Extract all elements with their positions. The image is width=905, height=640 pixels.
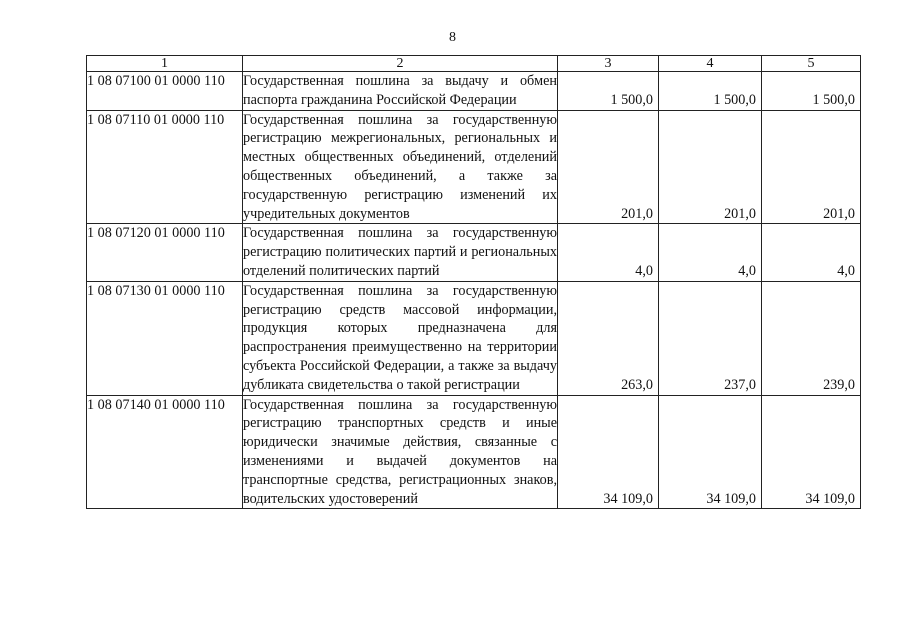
amount-cell: 34 109,0 xyxy=(762,395,861,509)
amount-cell: 1 500,0 xyxy=(659,72,762,111)
amount-cell: 34 109,0 xyxy=(659,395,762,509)
amount-cell: 34 109,0 xyxy=(558,395,659,509)
budget-code-cell: 1 08 07140 01 0000 110 xyxy=(87,395,243,509)
column-number-row xyxy=(87,56,861,72)
table-row xyxy=(87,110,861,224)
revenue-name-cell: Государственная пошлина за государственную регистрацию средств массовой информации, продукция которых предназначена для распространения преимущественно на территории субъекта Российской Федерации, а также за выдачу дубликата свидетельства о такой регистрации xyxy=(243,281,558,395)
table-row xyxy=(87,72,861,111)
column-header: 5 xyxy=(762,56,861,72)
column-header: 1 xyxy=(87,56,243,72)
amount-cell: 201,0 xyxy=(762,110,861,224)
table-row xyxy=(87,281,861,395)
amount-cell: 239,0 xyxy=(762,281,861,395)
amount-cell: 201,0 xyxy=(659,110,762,224)
revenue-name-cell: Государственная пошлина за государственную регистрацию политических партий и региональных отделений политических партий xyxy=(243,224,558,281)
column-header: 2 xyxy=(243,56,558,72)
amount-cell: 4,0 xyxy=(659,224,762,281)
budget-code-cell: 1 08 07130 01 0000 110 xyxy=(87,281,243,395)
amount-cell: 201,0 xyxy=(558,110,659,224)
table-row xyxy=(87,224,861,281)
amount-cell: 263,0 xyxy=(558,281,659,395)
budget-revenue-table xyxy=(86,55,861,509)
column-header: 3 xyxy=(558,56,659,72)
amount-cell: 1 500,0 xyxy=(762,72,861,111)
column-header: 4 xyxy=(659,56,762,72)
revenue-name-cell: Государственная пошлина за государственную регистрацию транспортных средств и иные юридически значимые действия, связанные с изменениями и выдачей документов на транспортные средства, регистрационных знаков, водительских удостоверений xyxy=(243,395,558,509)
table-row xyxy=(87,395,861,509)
amount-cell: 4,0 xyxy=(762,224,861,281)
revenue-name-cell: Государственная пошлина за государственную регистрацию межрегиональных, региональных и местных общественных объединений, отделений общественных объединений, а также за государственную регистрацию изменений их учредительных документов xyxy=(243,110,558,224)
amount-cell: 1 500,0 xyxy=(558,72,659,111)
budget-code-cell: 1 08 07110 01 0000 110 xyxy=(87,110,243,224)
amount-cell: 237,0 xyxy=(659,281,762,395)
budget-code-cell: 1 08 07100 01 0000 110 xyxy=(87,72,243,111)
revenue-name-cell: Государственная пошлина за выдачу и обмен паспорта гражданина Российской Федерации xyxy=(243,72,558,111)
amount-cell: 4,0 xyxy=(558,224,659,281)
page-number: 8 xyxy=(449,30,456,45)
budget-code-cell: 1 08 07120 01 0000 110 xyxy=(87,224,243,281)
